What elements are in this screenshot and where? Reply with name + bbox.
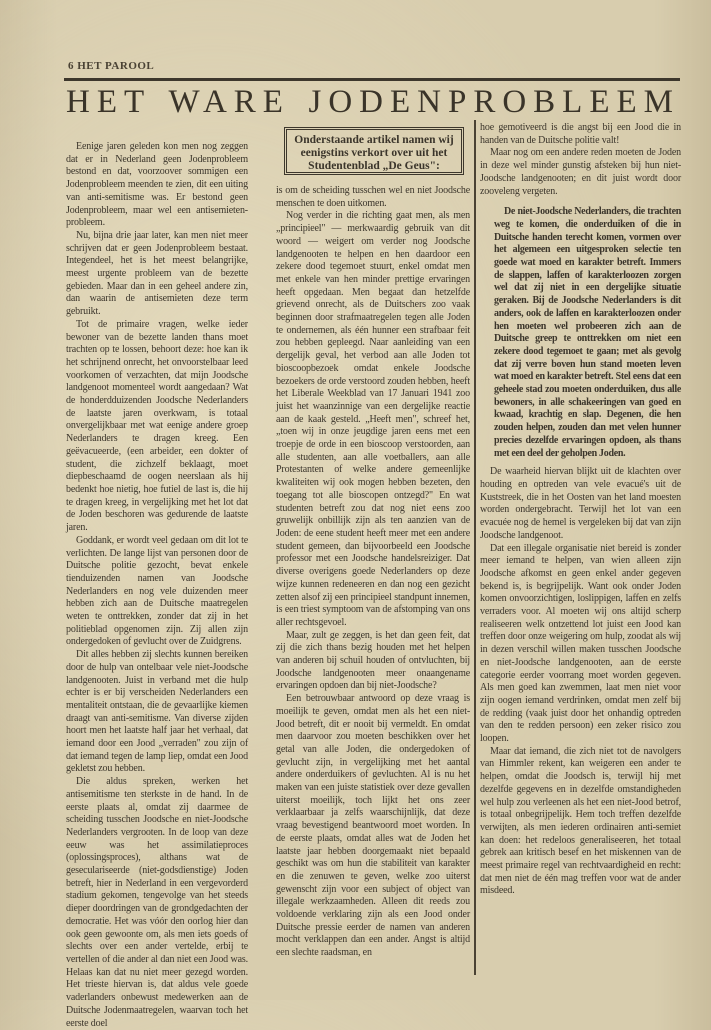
paragraph: Nog verder in die richting gaat men, als men „principieel" — merkwaardig gebruik van dit woord — weigert om verder nog Joodsche landgenooten te helpen en hen daardoor een zekere dood tegemoet stuurt, enkel omdat men met enkele van hen minder prettige ervaringen heeft opgedaan. Men begaat dan hetzelfde grievend onrecht, als de Duitschers zoo vaak beginnen door strafmaatregelen tegen alle Joden te ondernemen, als één hunner een strafbaar feit zou hebben gepleegd. Naar aanleiding van een dergelijk geval, het verbod aan alle Joden tot bioscoopbezoek omdat enkele Joodsche bezoekers de orde verstoord zouden hebben, heeft het Liberale Weekblad van 17 Januari 1941 zoo juist het waanzinnige van een dergelijke reactie aan de kaak gesteld. „Heeft men", schreef het, „toen wij in onze jeugdige jaren eens met een troepje de orde in een bioscoop verstoorden, aan alle studenten, aan alle voetballers, aan alle Protestanten of welke andere gemeenlijke kwaliteiten wij ook mogen hebben bezeten, den toegang tot alle bioscopen ontzegd?" En wat studenten betreft zou dat nog niet eens zoo gruwelijk onbillijk zijn als ten aanzien van de Joden: de eene student heeft meer met een andere student gemeen, dan bijvoorbeeld een Joodsche professor met een Joodsche handelsreiziger. Dat diverse overigens goede Nederlanders op deze wijze kunnen redeneeren en dan nog een gezicht zetten alsof zij een principieel standpunt innemen, is een triest symptoom van de afstomping van ons aller rechtsgevoel. [276, 210, 470, 628]
column-3 [480, 122, 681, 898]
paragraph: Dit alles hebben zij slechts kunnen bereiken door de hulp van ontelbaar vele niet-Joodsche landgenooten. Juist in verband met die hulp echter is er bij verscheiden Nederlanders een mentaliteit ontstaan, die de gevaarlijke kiemen draagt van anti-semitisme. Van diverse zijden hoort men het laatste half jaar het verhaal, dat iemand door een Jood „verraden" zou zijn of dat iemand tegen de lamp liep, omdat een Jood gekletst zou hebben. [66, 649, 248, 775]
paragraph: Die aldus spreken, werken het antisemitisme ten sterkste in de hand. In de eerste plaats al, omdat zij daarmee de scheiding tusschen Joodsche en niet-Joodsche Nederlanders vergrooten. In de loop van deze eeuw was het assimilatieproces (oplossingsproces), althans wat de geseculariseerde (niet-godsdienstige) Joden betreft, hier in Nederland in een vergevorderd stadium gekomen, tengevolge van het steeds dieper doordringen van de grondgedachten der democratie. Het was vóór den oorlog hier dan ook geen gewoonte om, als men iets goeds of slechts over een ander vertelde, erbij te vertellen of die ander al dan niet een Jood was. Helaas kan dat nu niet meer gezegd worden. Het trieste hiervan is, dat aldus vele goede vaderlanders onbewust medewerken aan de Duitsche Jodenmaatregelen, waarvan toch het eerste doel [66, 776, 248, 1029]
article-title: HET WARE JODENPROBLEEM [66, 84, 680, 120]
paragraph: Maar nog om een andere reden moeten de Joden in deze wel minder gunstig afsteken bij hun niet-Joodsche landgenooten; en dit juist wordt door zooveleng vergeten. [480, 147, 681, 197]
paragraph: Tot de primaire vragen, welke ieder bewoner van de bezette landen thans moet trachten op te lossen, behoort deze: hoe kan ik het schrijnend onrecht, het onvoorstelbaar leed voorkomen of verzachten, dat mijn Joodsche landgenoot momenteel wordt aangedaan? Wat de honderdduizenden Joodsche Nederlanders de laatste jaren overkwam, is totaal onvergelijkbaar met wat eenige andere groep Nederlanders te dragen kreeg. Een geëvacueerde, (een arbeider, een dokter of student, die zichzelf beklaagt, moet diepbeschaamd de oogen neerslaan als hij bedenkt hoe nietig, hoe futiel de last is, die hij te dragen kreeg, in vergelijking met het lot dat de Joden beschoren was gedurende de laatste jaren. [66, 318, 248, 534]
paragraph: Eenige jaren geleden kon men nog zeggen dat er in Nederland geen Jodenprobleem bestond en dat, voorzoover sommigen een Jodenprobleem meenden te zien, dit een uiting van anti-semitisme was. Er bestond geen Jodenprobleem, maar wel een antisemieten-probleem. [66, 141, 248, 229]
masthead [68, 60, 154, 72]
paragraph: De waarheid hiervan blijkt uit de klachten over houding en optreden van vele evacué's uit de Kuststreek, die in het Oosten van het land moesten worden ondergebracht. Terwijl het lot van een evacuée nog de hemel is vergeleken bij dat van zijn Joodsche landgenoot. [480, 466, 681, 541]
page-number: 6 [68, 60, 74, 72]
paragraph: hoe gemotiveerd is die angst bij een Jood die in handen van de Duitsche politie valt! [480, 122, 681, 146]
paragraph: Goddank, er wordt veel gedaan om dit lot te verlichten. De lange lijst van personen door de Duitsche politie gezocht, bevat enkele tienduizenden namen van Joodsche Nederlanders en nog vele duizenden meer hebben zich aan de Duitsche maatregelen weten te onttrekken, zonder dat zij in het politieblad opgenomen zijn. Zij allen zijn ondergedoken of gevlucht over de Zuidgrens. [66, 534, 248, 648]
paragraph: De niet-Joodsche Nederlanders, die trachten weg te komen, die onderduiken of die in Duitsche handen terecht komen, vormen over het algemeen een uitgesproken selectie ten goede wat moed en karakter betreft. Immers de slappen, laffen of karakterloozen zorgen wel dat zij niet in een dergelijke situatie geraken. Bij de Joodsche Nederlanders is dit anders, ook de laffen en karakterloozen onder hen moeten wel probeeren zich aan de Duitsche greep te onttrekken om niet een zekere dood tegemoet te gaan; met als gevolg dat zij verre boven hun stand moeten leven wat moed en karakter betreft. Stel eens dat een geheele stad zou moeten onderduiken, dus alle bewoners, in alle schakeeringen van goed en kwaad, krachtig en slap. Degenen, die hen zouden helpen, zouden dan met velen hunner precies dezelfde ervaringen opdoen, als thans met een deel der geholpen Joden. [494, 206, 681, 459]
highlighted-passage [494, 206, 681, 460]
paragraph: Een betrouwbaar antwoord op deze vraag is moeilijk te geven, omdat men als het een niet-Jood betreft, dit er nooit bij vermeldt. En omdat men daarvoor zou moeten beschikken over het getal van alle Joden, die ondergedoken of gevlucht zijn, in vergelijking met het aantal andere onderduikers of gevluchten. Al is nu het maken van een juiste statistiek over deze gevallen uiterst moeilijk, toch lijkt het ons zeer verklaarbaar ja zelfs waarschijnlijk, dat deze vraag bevestigend beantwoord moet worden. In de eerste plaats, omdat alles wat de Joden het laatste jaar hebben doorgemaakt niet bepaald geschikt was om hun die stabiliteit van karakter en die zenuwen te geven, welke zoo uiterst gewenscht zijn voor een subject of object van illegale werkzaamheden. Alleen dit reeds zou voldoende verklaring zijn als een Jood onder Duitsche pressie eerder de namen van anderen mocht verklappen dan een ander. Angst is altijd een slechte raadsman, en [276, 693, 470, 959]
paragraph: Nu, bijna drie jaar later, kan men niet meer schrijven dat er geen Jodenprobleem bestaat. Integendeel, het is het meest belangrijke, meest urgente probleem van de bezette gebieden. Maar dan in een geheel andere zin, dan waarin de antisemieten deze term gebruikt. [66, 229, 248, 318]
header-rule [64, 78, 680, 81]
paragraph: Maar dat iemand, die zich niet tot de navolgers van Himmler rekent, kan weigeren een ander te helpen, omdat die Joodsch is, terwijl hij met dezelfde gegevens en in dezelfde omstandigheden wel hulp zou verleenen als het een niet-Jood betrof, is totaal onbegrijpelijk. Hem toch treffen dezelfde verwijten, als men iederen ordinairen anti-semiet kan doen: het redeloos generaliseeren, het totaal gebrek aan kritisch besef en het miskennen van de meest primaire regel van rechtvaardigheid en recht: dat men niet de één mag treffen voor wat de ander misdeed. [480, 745, 681, 897]
column-2 [276, 185, 470, 960]
column-1 [66, 141, 248, 1030]
paragraph: Dat een illegale organisatie niet bereid is zonder meer iemand te helpen, van wien alleen zijn Joodsche afkomst en geen enkel ander gegeven bekend is, is begrijpelijk. Want ook onder Joden komen onvoorzichtigen, loslippigen, laffen en zelfs verraders voor. Al moeten wij ons altijd scherp realiseeren welk ontzettend lot juist een Jood kan treffen door onze weigering om hulp, zoodat als wij in dezen verschil willen maken tusschen Joodsche en niet-Joodsche landgenooten, aan de eerste categorie eerder voorrang moet worden gegeven. Als men goed kan zwemmen, laat men niet voor zijn oogen iemand verdrinken, omdat men zelf bij de redding (vaak juist door het onhandig optreden van den te redden persoon) een zeker risico zou loopen. [480, 542, 681, 745]
column-divider [474, 120, 476, 975]
intro-box: Onderstaande artikel namen wij eenigstins verkort over uit het Studentenblad „De Geus": [284, 127, 464, 175]
paragraph: Maar, zult ge zeggen, is het dan geen feit, dat zij die zich thans bezig houden met het helpen van anderen bij schuil houden of ontvluchten, bij Joodsche landgenooten meer onaangename ervaringen opdoen dan bij niet-Joodsche? [276, 629, 470, 692]
paper-name: HET PAROOL [77, 60, 155, 72]
paragraph: is om de scheiding tusschen wel en niet Joodsche menschen te doen uitkomen. [276, 185, 470, 209]
